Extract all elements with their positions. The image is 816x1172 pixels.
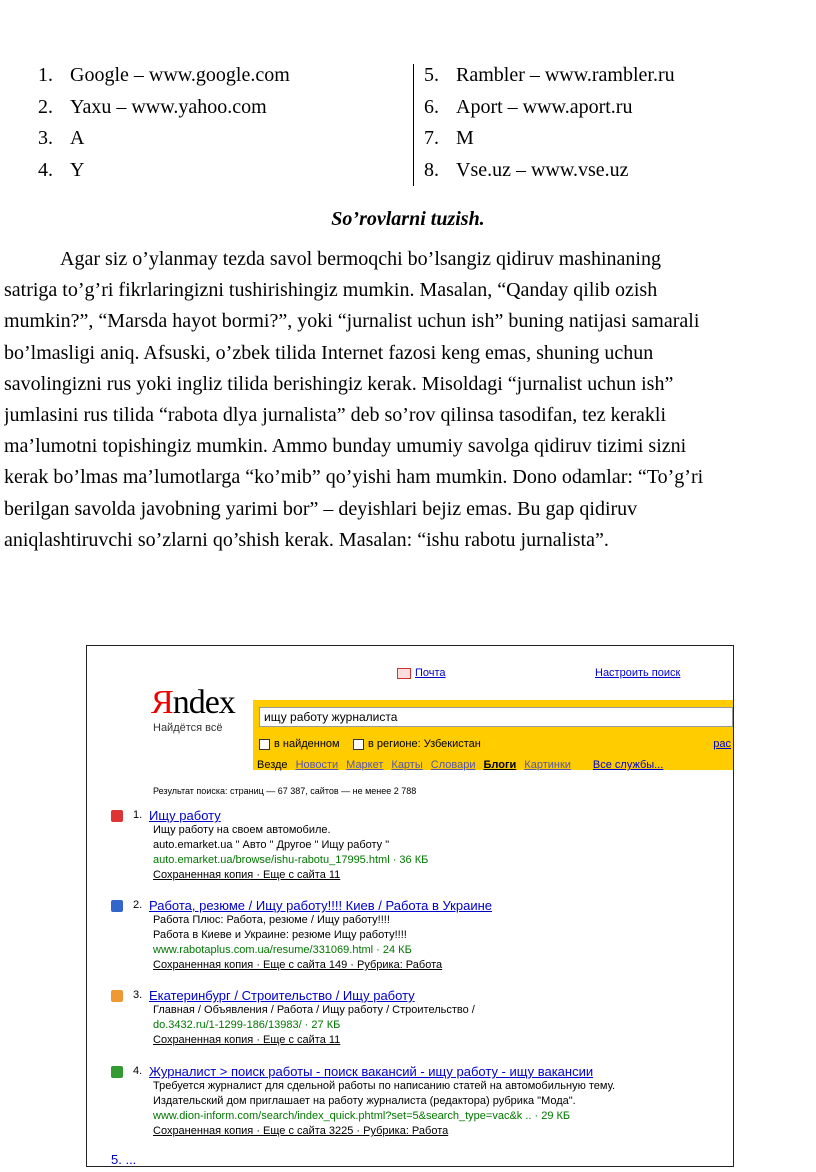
site-favicon-icon: [111, 810, 123, 822]
result-meta[interactable]: Сохраненная копия · Еще с сайта 149 · Рубрика: Работа: [153, 959, 443, 971]
list-text: A: [70, 127, 85, 149]
list-item: [424, 123, 675, 155]
search-engines-list-right: [424, 60, 675, 186]
tab-web[interactable]: Везде: [257, 759, 288, 771]
yandex-tagline: Найдётся всё: [153, 722, 223, 734]
paragraph-line: berilgan savolda javobning yarimi bor” – deyishlari bejiz emas. Bu gap qidiruv: [4, 497, 638, 520]
result-title-link[interactable]: Журналист > поиск работы - поиск вакансий - ищу работу - ищу вакансии: [149, 1064, 594, 1079]
result-number: 4.: [133, 1065, 143, 1077]
list-text: Yaxu – www.yahoo.com: [70, 95, 267, 118]
tab-market[interactable]: Маркет: [346, 759, 384, 771]
result-url[interactable]: www.rabotaplus.com.ua/resume/331069.html · 24 КБ: [153, 944, 412, 956]
paragraph-line: Agar siz o’ylanmay tezda savol bermoqchi bo’lsangiz qidiruv mashinaning: [60, 248, 661, 270]
list-item: [38, 92, 290, 124]
list-item: [38, 123, 290, 155]
result-meta[interactable]: Сохраненная копия · Еще с сайта 11: [153, 1034, 341, 1046]
result-number: 3.: [133, 989, 143, 1001]
list-text: M: [456, 127, 474, 149]
checkbox-icon: [259, 739, 270, 750]
search-input[interactable]: ищу работу журналиста: [259, 707, 733, 727]
result-title-link[interactable]: Екатеринбург / Строительство / Ищу работу: [149, 988, 415, 1003]
result-url[interactable]: auto.emarket.ua/browse/ishu-rabotu_17995.html · 36 КБ: [153, 854, 429, 866]
settings-link[interactable]: Настроить поиск: [595, 667, 681, 679]
tab-images[interactable]: Картинки: [524, 759, 571, 771]
yandex-screenshot: [86, 645, 734, 1167]
paragraph-line: kerak bo’lmas ma’lumotlarga “ko’mib” qo’yishi ham mumkin. Dono odamlar: “To’g’ri: [4, 466, 704, 489]
list-text: Y: [70, 158, 85, 181]
paragraph-line: savolingizni rus yoki ingliz tilida berishingiz kerak. Misoldagi “jurnalist uchun ish”: [4, 372, 674, 395]
result-meta[interactable]: Сохраненная копия · Еще с сайта 11: [153, 869, 341, 881]
yandex-logo: Яndex: [151, 684, 235, 721]
paragraph-line: satriga to’g’ri fikrlaringizni tushirishingiz mumkin. Masalan, “Qanday qilib ozish: [4, 279, 658, 302]
extended-search-link[interactable]: рас: [713, 738, 731, 750]
paragraph-line: ma’lumotni topishingiz mumkin. Ammo bunday umumiy savolga qidiruv tizimi sizni: [4, 435, 687, 458]
paragraph-line: jumlasini rus tilida “rabota dlya jurnalista” deb so’rov qilinsa tasodifan, tez kerakli: [4, 403, 667, 426]
list-item: [424, 92, 675, 124]
result-snippet: Работа Плюс: Работа, резюме / Ищу работу!!!!: [153, 914, 390, 926]
mail-link[interactable]: Почта: [415, 667, 446, 679]
search-result: [111, 988, 475, 1048]
site-favicon-icon: [111, 1066, 123, 1078]
list-text: Google – www.google.com: [70, 64, 290, 86]
site-favicon-icon: [111, 990, 123, 1002]
service-tabs: [257, 759, 671, 771]
list-number: 8.: [424, 158, 439, 181]
list-number: 5.: [424, 64, 439, 86]
search-result: [111, 1064, 615, 1139]
result-snippet: Ищу работу на своем автомобиле.: [153, 824, 331, 836]
cut-result: 5. ...: [111, 1152, 137, 1167]
tab-news[interactable]: Новости: [295, 759, 339, 771]
paragraph-line: aniqlashtiruvchi so’zlarni qo’shish kerak. Masalan: “ishu rabotu jurnalista”.: [4, 528, 609, 551]
list-number: 4.: [38, 158, 53, 181]
list-number: 2.: [38, 95, 53, 118]
tab-blogs[interactable]: Блоги: [483, 759, 517, 771]
list-number: 3.: [38, 127, 53, 149]
list-item: [38, 60, 290, 92]
search-result: [111, 808, 428, 883]
result-snippet: Издательский дом приглашает на работу журналиста (редактора) рубрика "Мода".: [153, 1095, 576, 1107]
result-snippet: Требуется журналист для сдельной работы по написанию статей на автомобильную тему.: [153, 1080, 616, 1092]
list-text: Vse.uz – www.vse.uz: [456, 158, 629, 181]
result-snippet: Главная / Объявления / Работа / Ищу работу / Строительство /: [153, 1004, 475, 1016]
list-number: 7.: [424, 127, 439, 149]
search-result: [111, 898, 492, 973]
result-url[interactable]: do.3432.ru/1-1299-186/13983/ · 27 КБ: [153, 1019, 341, 1031]
tab-maps[interactable]: Карты: [391, 759, 423, 771]
paragraph-line: bo’lmasligi aniq. Afsuski, o’zbek tilida Internet fazosi keng emas, shuning uchun: [4, 341, 654, 364]
list-number: 6.: [424, 95, 439, 118]
paragraph-line: mumkin?”, “Marsda hayot bormi?”, yoki “jurnalist uchun ish” buning natijasi samarali: [4, 310, 700, 333]
result-title-link[interactable]: Работа, резюме / Ищу работу!!!! Киев / Работа в Украине: [149, 898, 492, 913]
checkbox-found[interactable]: в найденном: [259, 738, 340, 750]
result-number: 2.: [133, 899, 143, 911]
site-favicon-icon: [111, 900, 123, 912]
result-meta[interactable]: Сохраненная копия · Еще с сайта 3225 · Рубрика: Работа: [153, 1125, 449, 1137]
checkbox-region[interactable]: в регионе: Узбекистан: [353, 738, 481, 750]
body-paragraph: [4, 244, 816, 556]
result-number: 1.: [133, 809, 143, 821]
result-title-link[interactable]: Ищу работу: [149, 808, 221, 823]
section-heading: So’rovlarni tuzish.: [331, 208, 485, 230]
list-item: [38, 155, 290, 187]
tab-dicts[interactable]: Словари: [430, 759, 476, 771]
list-number: 1.: [38, 64, 53, 86]
all-services-link[interactable]: Все службы...: [592, 759, 664, 771]
list-text: Aport – www.aport.ru: [456, 95, 633, 118]
result-snippet: auto.emarket.ua " Авто " Другое " Ищу работу ": [153, 839, 390, 851]
list-item: [424, 60, 675, 92]
list-item: [424, 155, 675, 187]
result-snippet: Работа в Киеве и Украине: резюме Ищу работу!!!!: [153, 929, 407, 941]
list-divider: [413, 64, 414, 186]
mail-icon: [397, 668, 411, 679]
checkbox-icon: [353, 739, 364, 750]
list-text: Rambler – www.rambler.ru: [456, 64, 675, 86]
search-engines-list-left: [38, 60, 290, 186]
result-count: Результат поиска: страниц — 67 387, сайтов — не менее 2 788: [153, 786, 417, 796]
result-url[interactable]: www.dion-inform.com/search/index_quick.phtml?set=5&search_type=vac&k .. · 29 КБ: [153, 1110, 571, 1122]
